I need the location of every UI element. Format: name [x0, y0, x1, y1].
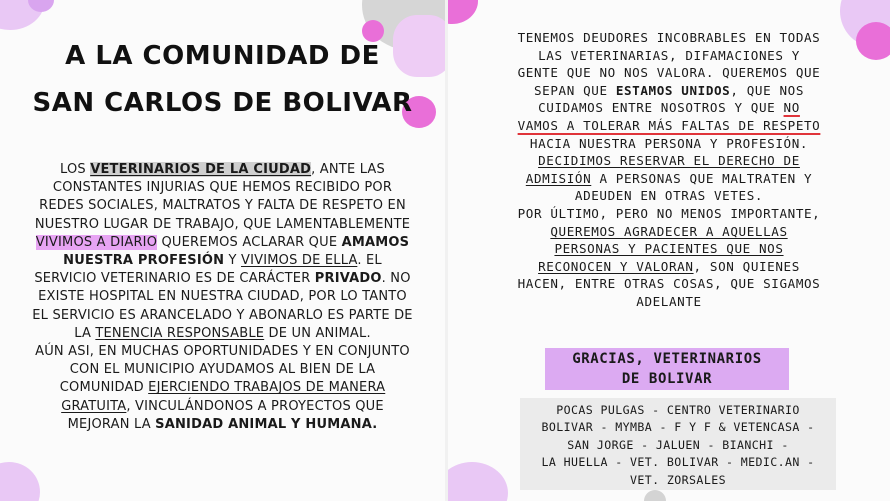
text-run: , QUE NOS CUIDAMOS ENTRE NOSOTROS Y QUE	[538, 82, 805, 116]
clinic-list	[520, 398, 836, 490]
bold-run: PRIVADO	[314, 271, 382, 287]
decorative-blob	[448, 462, 508, 501]
bold-run: AMAMOS NUESTRA PROFESIÓN	[63, 234, 410, 269]
text-run: , VINCULÁNDONOS A PROYECTOS QUE MEJORAN LA	[67, 398, 384, 432]
title-line: SAN CARLOS DE BOLIVAR	[32, 88, 413, 118]
text-run: . EL SERVICIO VETERINARIO ES DE CARÁCTER	[34, 253, 382, 287]
text-run: AÚN ASI, EN MUCHAS OPORTUNIDADES Y EN CONJUNTO CON EL MUNICIPIO AYUDAMOS AL BIEN DE LA COMUNIDAD	[35, 344, 410, 396]
right-body-column	[514, 29, 824, 311]
thanks-line: DE BOLIVAR	[621, 371, 713, 387]
decorative-blob	[448, 0, 478, 24]
highlight-grey: VETERINARIOS DE LA CIUDAD	[90, 162, 312, 177]
right-body-text	[448, 29, 890, 311]
thanks-line: GRACIAS, VETERINARIOS	[572, 351, 762, 367]
text-run: TENEMOS DEUDORES INCOBRABLES EN TODAS LAS VETERINARIAS, DIFAMACIONES Y GENTE QUE NO NOS VALORA. QUEREMOS QUE SEPAN QUE	[517, 30, 821, 98]
title-line: A LA COMUNIDAD DE	[65, 41, 380, 71]
right-panel	[448, 0, 890, 501]
text-run: POR ÚLTIMO, PERO NO MENOS IMPORTANTE,	[517, 205, 821, 221]
thanks-banner	[545, 348, 789, 390]
clinic-list-line: VET. ZORSALES	[630, 472, 726, 487]
text-run: , ANTE LAS CONSTANTES INJURIAS QUE HEMOS RECIBIDO POR REDES SOCIALES, MALTRATOS Y FALTA DE RESPETO EN NUESTRO LUGAR DE TRABAJO, QUE LAMENTABLEMENTE	[34, 162, 411, 232]
text-run: . NO EXISTE HOSPITAL EN NUESTRA CIUDAD, POR LO TANTO EL SERVICIO ES ARANCELADO Y ABONARLO ES PARTE DE LA	[32, 271, 413, 341]
clinic-list-line: BOLIVAR - MYMBA - F Y F & VETENCASA -	[541, 420, 815, 435]
text-run: , SON QUIENES HACEN, ENTRE OTRAS COSAS, QUE SIGAMOS ADELANTE	[517, 258, 821, 309]
clinic-list-line: SAN JORGE - JALUEN - BIANCHI -	[567, 437, 789, 452]
text-run: HACIA NUESTRA PERSONA Y PROFESIÓN.	[529, 135, 809, 151]
text-run: Y	[224, 253, 241, 269]
highlight-pink: VIVIMOS A DIARIO	[35, 234, 158, 250]
red-underlined-run: NO VAMOS A TOLERAR MÁS FALTAS DE RESPETO	[517, 100, 821, 133]
underlined-run: VIVIMOS DE ELLA	[241, 253, 358, 269]
bold-run: ESTAMOS UNIDOS	[615, 82, 731, 98]
underlined-run: DECIDIMOS RESERVAR EL DERECHO DE ADMISIÓN	[525, 153, 800, 186]
text-run: DE UN ANIMAL.	[264, 325, 371, 341]
decorative-blob	[0, 462, 40, 501]
underlined-run: QUEREMOS AGRADECER A AQUELLAS PERSONAS Y PACIENTES QUE NOS RECONOCEN Y VALORAN	[538, 223, 788, 274]
left-body-text	[30, 161, 415, 434]
text-run: QUEREMOS ACLARAR QUE	[157, 234, 342, 250]
decorative-blob	[644, 490, 666, 501]
page-title	[0, 33, 445, 127]
bold-run: SANIDAD ANIMAL Y HUMANA.	[155, 416, 378, 432]
text-run: LOS	[60, 162, 91, 177]
clinic-list-line: POCAS PULGAS - CENTRO VETERINARIO	[556, 403, 800, 417]
underlined-run: EJERCIENDO TRABAJOS DE MANERA GRATUITA	[61, 380, 386, 414]
underlined-run: TENENCIA RESPONSABLE	[95, 325, 265, 341]
text-run: A PERSONAS QUE MALTRATEN Y ADEUDEN EN OTRAS VETES.	[574, 170, 813, 204]
clinic-list-line: LA HUELLA - VET. BOLIVAR - MEDIC.AN -	[541, 455, 815, 470]
